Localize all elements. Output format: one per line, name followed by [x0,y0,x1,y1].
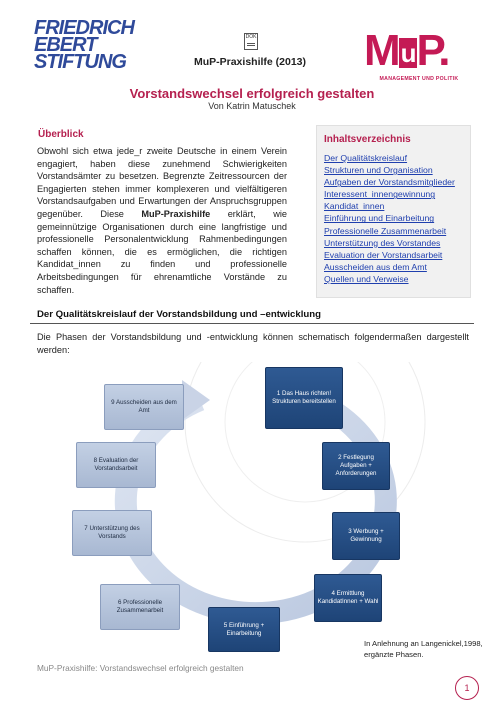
series-title: MuP-Praxishilfe (2013) [193,56,307,68]
mup-logo-u: u [400,38,415,68]
cycle-node-6 [100,584,180,630]
cycle-node-label: 7 Unterstützung des Vorstands [84,525,140,540]
mup-logo-m: M [364,26,399,75]
toc-link-quellen[interactable]: Quellen und Verweise [324,273,409,284]
cycle-node-1 [265,367,343,429]
fes-logo-line: EBERT [34,34,97,56]
table-of-contents [316,125,471,298]
cycle-node-label: 8 Evaluation der Vorstandsarbeit [93,457,139,472]
section-text: Die Phasen der Vorstandsbildung und -entwicklung können schematisch folgendermaßen dargestellt werden: [37,332,469,355]
mup-logo-subtitle: MANAGEMENT UND POLITIK [379,76,459,82]
overview-text-part: erklärt, wie gemeinnützige Organisationen durch eine langfristige und professionelle Personalentwicklung Rahmenbedingungen schaffen können, die es ermöglichen, die richtigen Kandidat_innen zu finden und professionelle Arbeitsbedingungen für ehrenamtliche Vorstände zu schaffen. [37,208,287,295]
toc-link-einfuehrung[interactable]: Einführung und Einarbeitung [324,213,435,224]
cycle-node-4 [314,574,382,622]
page-number: 1 [455,676,479,700]
toc-link-kandidaten[interactable]: Kandidat_innen [324,201,385,212]
mup-logo-mark [364,28,474,74]
fes-logo [34,17,134,73]
cycle-node-5 [208,607,280,652]
cycle-node-8 [76,442,156,488]
cycle-node-label: 3 Werbung + Gewinnung [348,528,384,543]
cycle-node-label: 9 Ausscheiden aus dem Amt [111,399,177,414]
author-line: Von Katrin Matuschek [208,101,296,111]
cycle-node-label: 5 Einführung + Einarbeitung [223,621,265,637]
document-title: Vorstandswechsel erfolgreich gestalten [129,86,375,101]
fes-logo-line: FRIEDRICH [34,17,134,39]
overview-heading: Überblick [38,129,84,140]
toc-link-evaluation[interactable]: Evaluation der Vorstandsarbeit [324,249,443,260]
overview-text [37,145,287,296]
toc-list [324,152,455,285]
overview-text-part: Obwohl sich etwa jede_r zweite Deutsche in einem Verein engagiert, haben diese zunehmend Schwierigkeiten Vorstandsämter zu besetzen. Begrenzte Zeitressourcen der Engagierten stehen immer komplexeren und vielfältigeren Vorstandsaufgaben und Erwartungen der Anspruchsgruppen gegenüber. Diese [37,146,287,219]
overview-text-bold: MuP-Praxishilfe [141,208,211,219]
cycle-node-label: 2 Festlegung Aufgaben + Anforderungen [335,454,377,477]
cycle-node-sublabel: Strukturen bereitstellen [272,398,336,405]
cycle-arrow-head [182,380,210,420]
document-icon [244,33,258,50]
cycle-node-3 [332,512,400,560]
document-icon-label: DOK [245,34,257,40]
toc-link-ausscheiden[interactable]: Ausscheiden aus dem Amt [324,261,427,272]
cycle-node-label: 4 Ermittlung KandidatInnen + Wahl [317,590,379,605]
section-divider [30,323,474,324]
section-heading: Der Qualitätskreislauf der Vorstandsbildung und –entwicklung [37,309,321,320]
mup-logo-p: P. [416,26,449,75]
toc-link-strukturen[interactable]: Strukturen und Organisation [324,165,433,176]
toc-link-qualitaetskreislauf[interactable]: Der Qualitätskreislauf [324,153,408,163]
cycle-node-9 [104,384,184,430]
page-footer: MuP-Praxishilfe: Vorstandswechsel erfolgreich gestalten [37,663,244,673]
toc-link-interessentengewinnung[interactable]: Interessent_innengewinnung [324,189,436,200]
toc-link-unterstuetzung[interactable]: Unterstützung des Vorstandes [324,237,441,248]
diagram-source-note: In Anlehnung an Langenickel,1998, ergänzte Phasen. [364,639,483,659]
toc-link-aufgaben[interactable]: Aufgaben der Vorstandsmitglieder [324,177,455,188]
quality-cycle-diagram [60,362,450,652]
toc-heading: Inhaltsverzeichnis [324,134,411,145]
mup-logo [364,28,474,88]
cycle-node-label: 6 Professionelle Zusammenarbeit [116,599,164,614]
cycle-node-2 [322,442,390,490]
fes-logo-line: STIFTUNG [34,51,126,73]
cycle-node-7 [72,510,152,556]
toc-link-zusammenarbeit[interactable]: Professionelle Zusammenarbeit [324,225,447,236]
cycle-node-label: 1 Das Haus richten! [276,390,332,397]
